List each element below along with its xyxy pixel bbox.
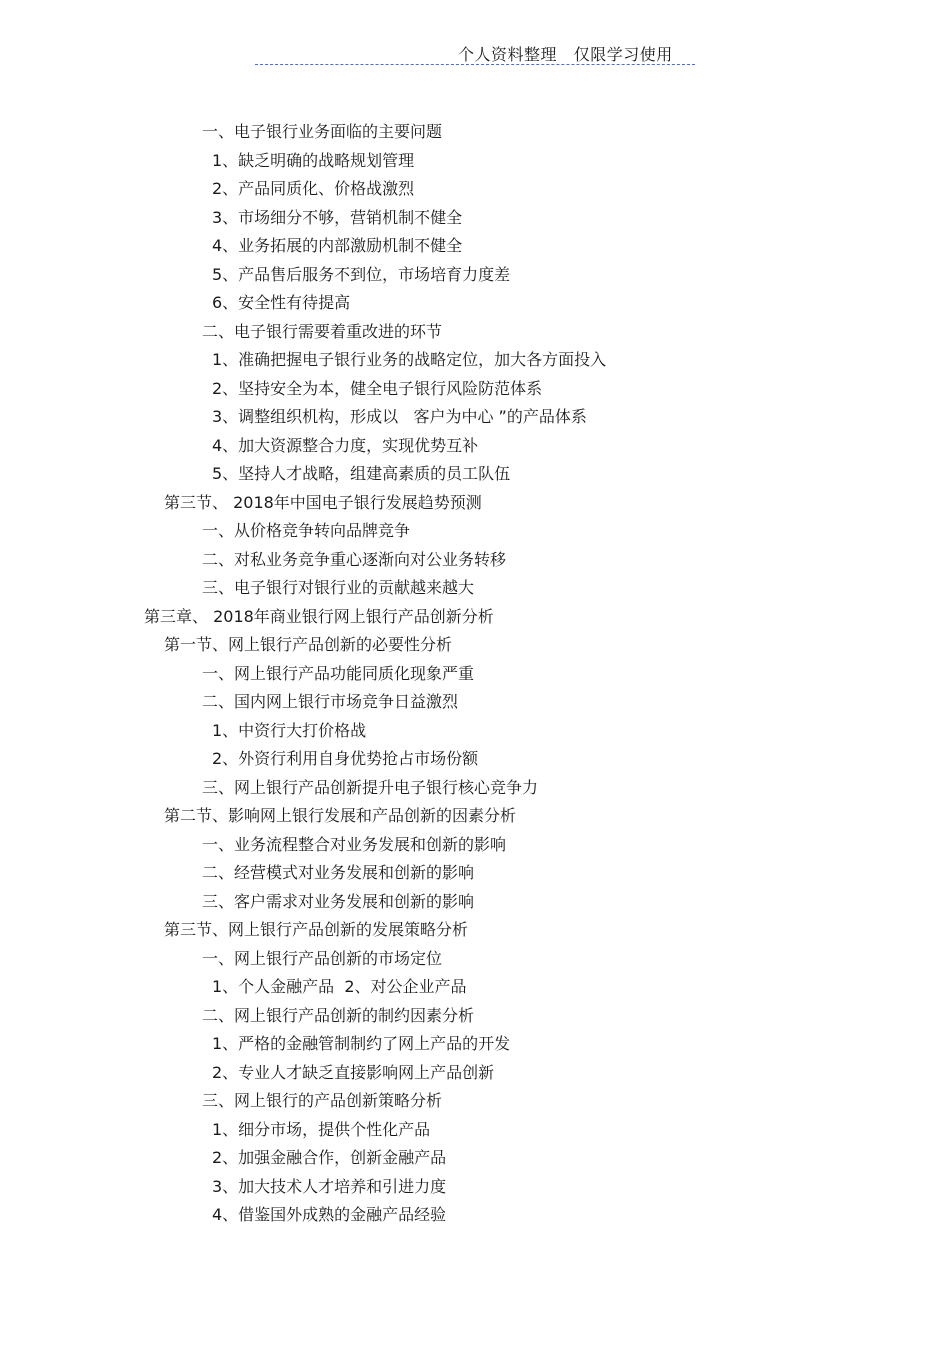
header-text: 个人资料整理 仅限学习使用 [458,45,673,64]
toc-line: 一、从价格竞争转向品牌竞争 [202,521,411,540]
toc-line: 3、市场细分不够，营销机制不健全 [212,207,463,227]
toc-line: 2、专业人才缺乏直接影响网上产品创新 [212,1062,495,1082]
toc-line: 1、个人金融产品 2、对公企业产品 [212,977,467,996]
toc-line: 1、准确把握电子银行业务的战略定位，加大各方面投入 [212,350,607,369]
toc-line: 6、安全性有待提高 [212,293,351,312]
toc-line: 2、产品同质化、价格战激烈 [212,179,415,198]
toc-line: 1、中资行大打价格战 [212,720,367,740]
toc-line: 3、加大技术人才培养和引进力度 [212,1176,447,1196]
toc-line: 4、借鉴国外成熟的金融产品经验 [212,1205,447,1224]
toc-line: 5、坚持人才战略，组建高素质的员工队伍 [212,464,511,483]
toc-line: 4、业务拓展的内部激励机制不健全 [212,236,463,255]
toc-line: 二、经营模式对业务发展和创新的影响 [202,863,475,882]
header-dashed-rule [255,64,695,65]
toc-line: 二、电子银行需要着重改进的环节 [202,321,443,341]
toc-line: 第三节、 2018年中国电子银行发展趋势预测 [164,492,482,512]
toc-line: 4、加大资源整合力度，实现优势互补 [212,435,479,455]
toc-line: 一、网上银行产品功能同质化现象严重 [202,663,475,683]
table-of-contents [0,118,950,1230]
toc-line: 5、产品售后服务不到位，市场培育力度差 [212,264,511,284]
toc-line: 第三节、网上银行产品创新的发展策略分析 [164,920,469,939]
toc-line: 一、网上银行产品创新的市场定位 [202,948,443,968]
toc-line: 三、网上银行的产品创新策略分析 [202,1091,443,1110]
toc-line: 2、加强金融合作，创新金融产品 [212,1148,447,1167]
toc-line: 第二节、影响网上银行发展和产品创新的因素分析 [164,806,517,825]
toc-line: 三、网上银行产品创新提升电子银行核心竞争力 [202,777,539,797]
toc-line: 2、坚持安全为本，健全电子银行风险防范体系 [212,378,543,398]
toc-line: 三、电子银行对银行业的贡献越来越大 [202,578,475,597]
toc-line: 二、网上银行产品创新的制约因素分析 [202,1005,475,1025]
toc-line: 一、电子银行业务面临的主要问题 [202,122,443,141]
toc-line: 一、业务流程整合对业务发展和创新的影响 [202,834,507,854]
toc-line: 3、调整组织机构，形成以 客户为中心 ”的产品体系 [212,407,587,426]
toc-line: 第三章、 2018年商业银行网上银行产品创新分析 [144,606,494,626]
toc-line: 1、细分市场，提供个性化产品 [212,1119,431,1139]
toc-line: 2、外资行利用自身优势抢占市场份额 [212,749,479,768]
page-header [0,40,950,70]
toc-line: 第一节、网上银行产品创新的必要性分析 [164,635,453,654]
toc-line: 二、对私业务竞争重心逐渐向对公业务转移 [202,549,507,569]
toc-line: 1、严格的金融管制制约了网上产品的开发 [212,1034,511,1053]
toc-line: 三、客户需求对业务发展和创新的影响 [202,891,475,911]
toc-line: 二、国内网上银行市场竞争日益激烈 [202,692,459,711]
toc-line: 1、缺乏明确的战略规划管理 [212,150,415,170]
